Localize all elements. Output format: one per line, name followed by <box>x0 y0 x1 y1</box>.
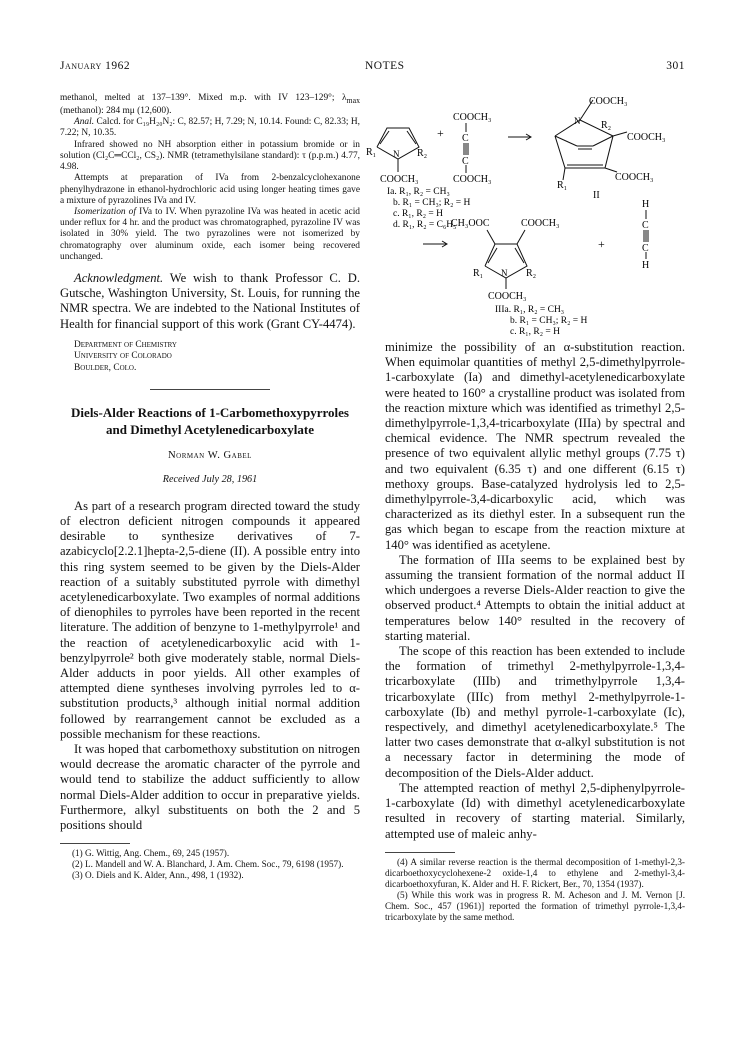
right-paragraph-3: The scope of this reaction has been extended to include the formation of trimethyl 2-methylpyrrole-1,3,4-tricarboxylate (IIIb) and trimethylpyrrole 1,3,4-tricarboxylate (IIIc) from methyl 2-methylpyrrole-1-carboxylate (Ib) and methyl pyrrole-1-carboxylate (Ic), respectively, and dimethyl acetylenedicarboxylate.⁵ The latter two cases demonstrate that α-alkyl substitution is not a necessary factor in determining the mode of decomposition of the Diels-Alder adduct. <box>385 644 685 780</box>
scheme-r1-c: R₁ <box>473 268 484 279</box>
right-paragraph-2: The formation of IIIa seems to be explained best by assuming the transient formation of the normal adduct II which undergoes a reverse Diels-Alder reaction to give the observed product.⁴ Attempts to obtain the initial adduct at temperatures below 140° resulted in the recovery of starting material. <box>385 552 685 643</box>
svg-text:b. R₁ = CH₃; R₂ = H: b. R₁ = CH₃; R₂ = H <box>510 316 588 326</box>
scheme-r2-a: R₂ <box>417 148 428 159</box>
svg-text:b. R₁ = CH₃; R₂ = H: b. R₁ = CH₃; R₂ = H <box>393 198 471 208</box>
scheme-r1-b: R₁ <box>557 180 568 191</box>
left-column <box>60 93 360 881</box>
article-author: Norman W. Gabel <box>168 449 252 461</box>
scheme-cooch3-d: COOCH₃ <box>589 96 628 107</box>
scheme-n-b: N <box>574 116 581 126</box>
scheme-cooch3-a: COOCH₃ <box>380 174 419 185</box>
scheme-label-ii: II <box>593 190 600 201</box>
scheme-cooch3-e: COOCH₃ <box>627 132 666 143</box>
scheme-ch3ooc: CH₃OOC <box>451 218 490 229</box>
svg-text:c. R₁, R₂ = H: c. R₁, R₂ = H <box>510 327 560 337</box>
footnote-rule-right <box>385 852 455 853</box>
scheme-c-c: C <box>642 220 649 231</box>
footnote-3: (3) O. Diels and K. Alder, Ann., 498, 1 (1932). <box>72 870 244 881</box>
page-header <box>60 60 685 78</box>
running-date: January 1962 <box>60 60 131 72</box>
scheme-c-b: C <box>462 156 469 167</box>
scheme-h-a: H <box>642 199 650 210</box>
scheme-n-c: N <box>501 268 508 278</box>
article-title: Diels-Alder Reactions of 1-Carbomethoxypyrroles and Dimethyl Acetylenedicarboxylate <box>71 404 349 437</box>
page-number: 301 <box>666 60 685 72</box>
scheme-r2-c: R₂ <box>526 268 537 279</box>
scheme-cooch3-f: COOCH₃ <box>615 172 654 183</box>
scheme-plus-a: + <box>437 126 444 140</box>
scheme-n-a: N <box>393 149 400 159</box>
section-divider <box>150 389 270 390</box>
right-column <box>385 340 685 923</box>
scheme-r2-b: R₂ <box>601 120 612 131</box>
analysis-paragraph: Anal. Calcd. for C₁₉H₂₀N₂: C, 82.57; H, 7.29; N, 10.14. Found: C, 82.33; H, 7.22; N, 10.35. <box>60 117 360 139</box>
footnote-5: (5) While this work was in progress R. M. Acheson and J. M. Vernon [J. Chem. Soc., 457 (1961)] reported the formation of trimethyl pyrrole-1,3,4-tricarboxylate by the same method. <box>385 889 685 922</box>
svg-text:IIIa. R₁, R₂ = CH₃: IIIa. R₁, R₂ = CH₃ <box>495 305 565 315</box>
footnote-rule <box>60 843 130 844</box>
right-paragraph-4: The attempted reaction of methyl 2,5-diphenylpyrrole-1-carboxylate (Id) with dimethyl acetylenedicarboxylate resulted in recovery of starting material. Similarly, attempted use of maleic anhy- <box>385 780 685 841</box>
scheme-h-b: H <box>642 260 650 271</box>
pyrrole-iii-structure <box>485 230 527 289</box>
scheme-c-a: C <box>462 133 469 144</box>
adduct-ii-structure <box>555 100 627 180</box>
acknowledgment-paragraph: Acknowledgment. We wish to thank Professor C. D. Gutsche, Washington University, St. Louis, for running the NMR spectra. We are indebted to the National Institutes of Health for financial support of this work (Grant CY-4474). <box>60 270 360 331</box>
footnote-1: (1) G. Wittig, Ang. Chem., 69, 245 (1957). <box>72 848 230 859</box>
received-date: Received July 28, 1961 <box>162 474 258 486</box>
affiliation: Department of Chemistry University of Colorado Boulder, Colo. <box>74 339 177 373</box>
svg-text:d. R₁, R₂ = C₆H₅: d. R₁, R₂ = C₆H₅ <box>393 220 457 230</box>
footnote-2: (2) L. Mandell and W. A. Blanchard, J. Am. Chem. Soc., 79, 6198 (1957). <box>72 859 344 870</box>
footnote-4: (4) A similar reverse reaction is the thermal decomposition of 1-methyl-2,3-dicarboethoxycyclohexene-2 oxide-1,4 to ethylene and 2-methyl-3,4-dicarboethoxyfuran, K. Alder and H. F. Rickert, Ber., 70, 1354 (1937). <box>385 856 685 889</box>
scheme-cooch3-h: COOCH₃ <box>488 291 527 302</box>
compound-iii-labels <box>495 305 588 337</box>
body-paragraph-2: It was hoped that carbomethoxy substitution on nitrogen would decrease the aromatic character of the pyrrole and would tend to stabilize the adduct sufficiently to allow normal Diels-Alder addition to occur in preparative yields. Furthermore, alkyl substituents on both the 2 and 5 positions should <box>60 741 360 832</box>
svg-text:c. R₁, R₂ = H: c. R₁, R₂ = H <box>393 209 443 219</box>
scheme-cooch3-c: COOCH₃ <box>453 174 492 185</box>
reaction-arrow-1 <box>508 134 531 140</box>
infrared-paragraph: Infrared showed no NH absorption either in potassium bromide or in solution (Cl₂C═CCl₂, CS₂). NMR (tetramethylsilane standard): τ (p.p.m.) 4.77, 4.98. <box>60 139 360 173</box>
scheme-cooch3-b: COOCH₃ <box>453 112 492 123</box>
scheme-r1-a: R₁ <box>366 147 377 158</box>
isomerization-paragraph: Isomerization of IVa to IV. When pyrazoline IVa was heated in acetic acid under reflux for 4 hr. and the product was chromatographed, pyrazoline IV was isolated in 30% yield. The two pyrazolines were not isomerized by chromatography over aluminum oxide, each isomer being recovered unchanged. <box>60 206 360 262</box>
right-paragraph-1: minimize the possibility of an α-substitution reaction. When equimolar quantities of methyl 2,5-dimethylpyrrole-1-carboxylate (Ia) and dimethyl-acetylenedicarboxylate were heated to 160° a crystalline product was isolated from the reaction mixture which was identified as trimethyl 2,5-dimethylpyrrole-1,3,4-tricarboxylate (IIIa) by spectral and chemical evidence. The NMR spectrum revealed the presence of two equivalent allylic methyl groups (7.75 τ) and two equivalent (6.35 τ) and one different (6.15 τ) methoxy groups. Base-catalyzed hydrolysis led to 2,5-dimethylpyrrole-3,4-dicarboxylic acid, which was characterized as its diethyl ester. In a subsequent run the gas which began to escape from the reaction mixture at 140° was identified as acetylene. <box>385 340 685 552</box>
running-section: NOTES <box>365 60 405 72</box>
reaction-scheme <box>365 84 695 340</box>
svg-text:Ia. R₁, R₂ = CH₃: Ia. R₁, R₂ = CH₃ <box>387 187 450 197</box>
scheme-c-d: C <box>642 243 649 254</box>
scheme-plus-b: + <box>598 237 605 251</box>
reaction-arrow-2 <box>423 241 447 247</box>
scheme-cooch3-g: COOCH₃ <box>521 218 560 229</box>
attempts-paragraph: Attempts at preparation of IVa from 2-benzalcyclohexanone phenylhydrazone in ethanol-hydrochloric acid using longer heating times gave a mixture of pyrazolines IVa and IV. <box>60 173 360 206</box>
continuation-paragraph: methanol, melted at 137–139°. Mixed m.p. with IV 123–129°; $\lambda_{max}$ (methanol): 284 mμ (12,600). <box>60 93 360 117</box>
body-paragraph-1: As part of a research program directed toward the study of electron deficient nitrogen compounds it appeared desirable to synthesize derivatives of 7-azabicyclo[2.2.1]hepta-2,5-diene (II). A possible entry into this ring system seemed to be given by the Diels-Alder reaction of a suitably substituted pyrrole with dimethyl acetylenedicarboxylate. Two examples of normal additions of dienophiles to pyrroles have been reported in the recent literature. The addition of benzyne to 1-methylpyrrole¹ and the reaction of acetylenedicarboxylic acid with 1-benzylpyrrole² both give moderately stable, normal Diels-Alder adducts in poor yields. All other examples of attempted diene syntheses involving pyrroles led to α-substitution products,³ although initial normal addition followed by rearrangement cannot be excluded as a possible mechanism for these reactions. <box>60 498 360 741</box>
